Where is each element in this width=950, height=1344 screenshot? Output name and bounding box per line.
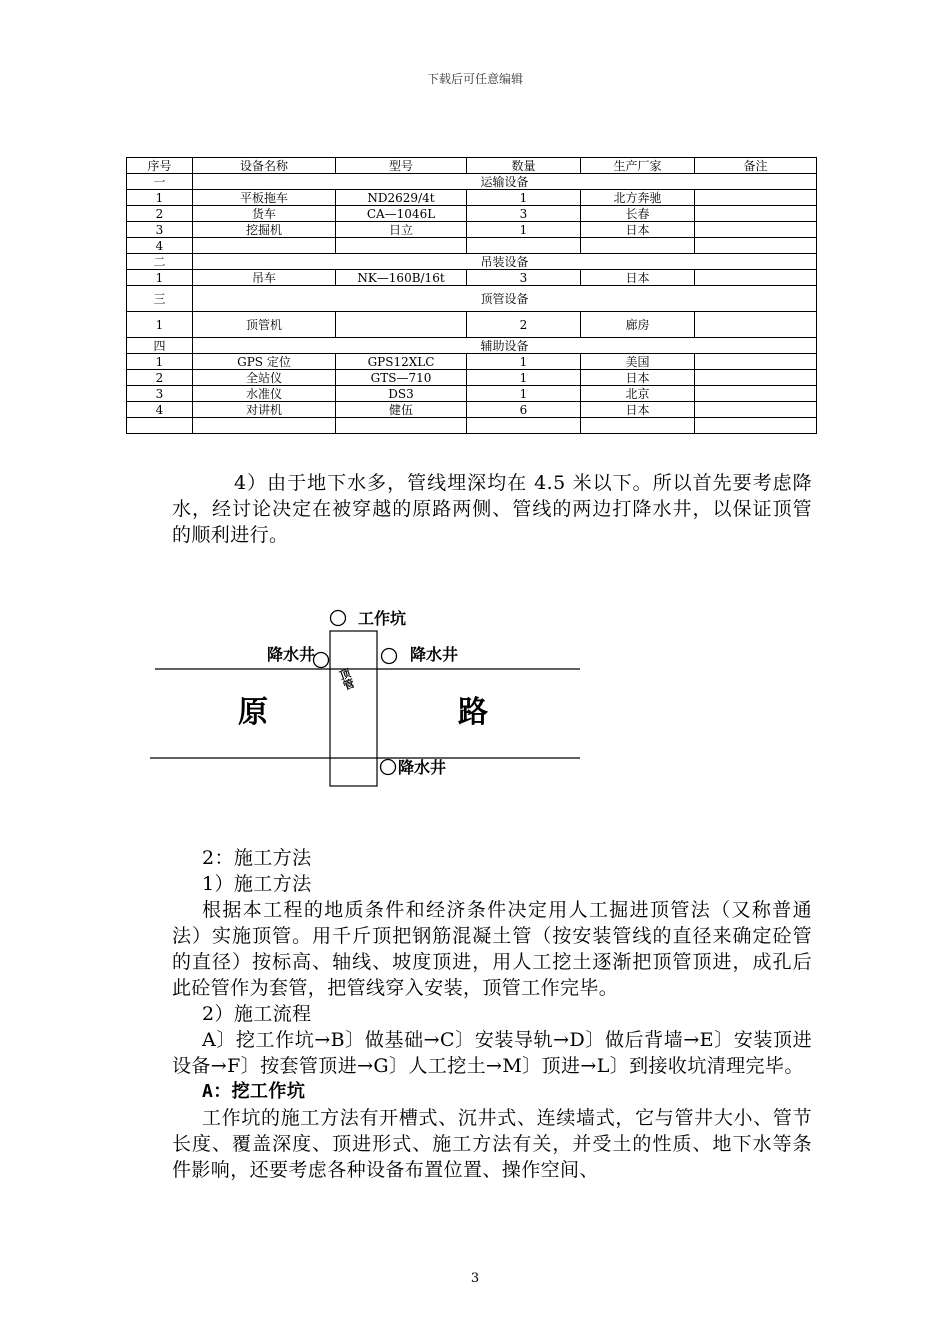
table-row bbox=[127, 270, 817, 286]
pipe-label: 顶管 bbox=[336, 666, 357, 692]
table-cell: 1 bbox=[127, 270, 193, 286]
table-cell: 2 bbox=[467, 312, 581, 338]
method-body: 根据本工程的地质条件和经济条件决定用人工掘进顶管法（又称普通法）实施顶管。用千斤顶把钢筋混凝土管（按安装管线的直径来确定砼管的直径）按标高、轴线、坡度顶进，用人工挖土逐渐把顶管顶进，成孔后此砼管作为套管，把管线穿入安装，顶管工作完毕。 bbox=[172, 899, 812, 999]
table-cell bbox=[695, 190, 817, 206]
table-cell: GPS 定位 bbox=[193, 354, 336, 370]
table-cell bbox=[127, 418, 193, 434]
road-label-left: 原 bbox=[238, 695, 268, 730]
table-cell: 健伍 bbox=[336, 402, 467, 418]
table-cell: 日本 bbox=[581, 370, 695, 386]
equipment-table bbox=[126, 157, 817, 434]
table-cell: 日立 bbox=[336, 222, 467, 238]
table-section-cell: 顶管设备 bbox=[193, 286, 817, 312]
flow-body: A〕挖工作坑→B〕做基础→C〕安装导轨→D〕做后背墙→E〕安装顶进设备→F〕按套管顶进→G〕人工挖土→M〕顶进→L〕到接收坑清理完毕。 bbox=[172, 1029, 812, 1077]
table-cell bbox=[695, 270, 817, 286]
table-cell bbox=[336, 238, 467, 254]
table-cell bbox=[336, 312, 467, 338]
table-header-cell: 生产厂家 bbox=[581, 158, 695, 174]
table-row bbox=[127, 402, 817, 418]
table-section-row bbox=[127, 338, 817, 354]
well-right-label: 降水井 bbox=[410, 645, 459, 664]
table-cell: 北京 bbox=[581, 386, 695, 402]
table-row bbox=[127, 222, 817, 238]
table-section-cell: 四 bbox=[127, 338, 193, 354]
table-cell: ND2629/4t bbox=[336, 190, 467, 206]
table-cell: 北方奔驰 bbox=[581, 190, 695, 206]
table-cell: 廊房 bbox=[581, 312, 695, 338]
table-cell: 长春 bbox=[581, 206, 695, 222]
table-section-cell: 二 bbox=[127, 254, 193, 270]
table-cell: 3 bbox=[127, 386, 193, 402]
table-cell bbox=[467, 418, 581, 434]
table-cell: 4 bbox=[127, 402, 193, 418]
table-cell: CA—1046L bbox=[336, 206, 467, 222]
well-left-label: 降水井 bbox=[267, 645, 316, 664]
table-header-cell: 设备名称 bbox=[193, 158, 336, 174]
table-cell bbox=[193, 238, 336, 254]
table-cell: 顶管机 bbox=[193, 312, 336, 338]
table-row bbox=[127, 238, 817, 254]
jacking-pipe bbox=[330, 631, 377, 786]
table-section-cell: 运输设备 bbox=[193, 174, 817, 190]
table-cell bbox=[695, 418, 817, 434]
table-section-row bbox=[127, 286, 817, 312]
well-bottom-label: 降水井 bbox=[398, 758, 447, 777]
table-cell: 1 bbox=[127, 354, 193, 370]
table-cell: 全站仪 bbox=[193, 370, 336, 386]
table-cell: 2 bbox=[127, 370, 193, 386]
dig-pit-body: 工作坑的施工方法有开槽式、沉井式、连续墙式，它与管井大小、管节长度、覆盖深度、顶进形式、施工方法有关，并受土的性质、地下水等条件影响，还要考虑各种设备布置位置、操作空间、 bbox=[172, 1107, 812, 1181]
dewatering-well-diagram bbox=[140, 600, 600, 800]
table-cell bbox=[695, 206, 817, 222]
table-row bbox=[127, 206, 817, 222]
table-cell bbox=[695, 312, 817, 338]
table-section-cell: 三 bbox=[127, 286, 193, 312]
table-cell bbox=[695, 370, 817, 386]
table-cell: 1 bbox=[467, 190, 581, 206]
table-cell: GPS12XLC bbox=[336, 354, 467, 370]
table-cell: 6 bbox=[467, 402, 581, 418]
table-cell: 平板拖车 bbox=[193, 190, 336, 206]
table-cell: 1 bbox=[127, 190, 193, 206]
table-cell: 4 bbox=[127, 238, 193, 254]
table-cell: 水准仪 bbox=[193, 386, 336, 402]
table-cell: 美国 bbox=[581, 354, 695, 370]
well-right-icon bbox=[382, 649, 397, 664]
table-row bbox=[127, 312, 817, 338]
table-cell bbox=[695, 238, 817, 254]
table-cell: NK—160B/16t bbox=[336, 270, 467, 286]
table-cell: DS3 bbox=[336, 386, 467, 402]
table-cell: 对讲机 bbox=[193, 402, 336, 418]
table-cell bbox=[695, 402, 817, 418]
table-cell bbox=[695, 354, 817, 370]
section-construction-method bbox=[172, 845, 812, 1183]
table-cell bbox=[336, 418, 467, 434]
subheading-dig-pit: A：挖工作坑 bbox=[202, 1081, 306, 1102]
table-row bbox=[127, 370, 817, 386]
road-label-right: 路 bbox=[458, 695, 488, 730]
table-cell: 1 bbox=[127, 312, 193, 338]
table-header-cell: 序号 bbox=[127, 158, 193, 174]
table-cell: 1 bbox=[467, 386, 581, 402]
table-section-cell: 一 bbox=[127, 174, 193, 190]
table-header-row bbox=[127, 158, 817, 174]
table-cell bbox=[467, 238, 581, 254]
table-header-cell: 型号 bbox=[336, 158, 467, 174]
table-cell: 货车 bbox=[193, 206, 336, 222]
well-bottom-icon bbox=[381, 760, 396, 775]
table-row bbox=[127, 190, 817, 206]
well-left-icon bbox=[314, 653, 329, 668]
table-cell: 3 bbox=[467, 270, 581, 286]
table-cell: 日本 bbox=[581, 402, 695, 418]
section-heading: 2：施工方法 bbox=[202, 847, 312, 869]
table-section-cell: 吊装设备 bbox=[193, 254, 817, 270]
table-cell: 挖掘机 bbox=[193, 222, 336, 238]
table-section-row bbox=[127, 174, 817, 190]
table-cell: 1 bbox=[467, 370, 581, 386]
page-number: 3 bbox=[470, 1271, 480, 1286]
table-cell bbox=[581, 238, 695, 254]
table-header-cell: 数量 bbox=[467, 158, 581, 174]
table-cell: 1 bbox=[467, 222, 581, 238]
table-row bbox=[127, 386, 817, 402]
table-header-cell: 备注 bbox=[695, 158, 817, 174]
table-cell: 2 bbox=[127, 206, 193, 222]
table-row bbox=[127, 418, 817, 434]
subheading-method: 1）施工方法 bbox=[202, 873, 312, 895]
work-pit-label: 工作坑 bbox=[358, 609, 407, 628]
table-cell: 1 bbox=[467, 354, 581, 370]
table-row bbox=[127, 354, 817, 370]
table-cell bbox=[695, 386, 817, 402]
table-cell: 日本 bbox=[581, 222, 695, 238]
table-cell: 3 bbox=[467, 206, 581, 222]
dewatering-text: 4）由于地下水多，管线埋深均在 4.5 米以下。所以首先要考虑降水，经讨论决定在被穿越的原路两侧、管线的两边打降水井，以保证顶管的顺利进行。 bbox=[172, 472, 812, 546]
table-cell bbox=[695, 222, 817, 238]
table-cell: 吊车 bbox=[193, 270, 336, 286]
table-cell bbox=[193, 418, 336, 434]
table-section-cell: 辅助设备 bbox=[193, 338, 817, 354]
table-cell: GTS—710 bbox=[336, 370, 467, 386]
table-cell: 日本 bbox=[581, 270, 695, 286]
table-cell: 3 bbox=[127, 222, 193, 238]
work-pit-icon bbox=[331, 611, 346, 626]
table-cell bbox=[581, 418, 695, 434]
subheading-flow: 2）施工流程 bbox=[202, 1003, 312, 1025]
paragraph-dewatering bbox=[172, 470, 812, 548]
table-section-row bbox=[127, 254, 817, 270]
page-header: 下载后可任意编辑 bbox=[426, 72, 523, 86]
